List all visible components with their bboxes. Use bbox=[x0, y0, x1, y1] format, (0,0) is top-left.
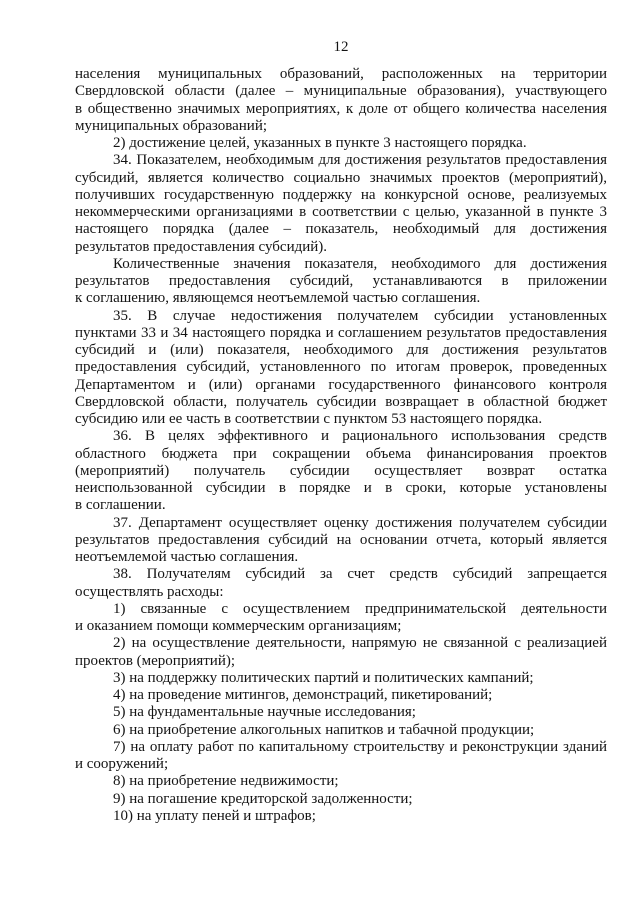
paragraph-subitem-2-goals bbox=[75, 135, 607, 152]
text-line: Свердловской области, получатель субсидии возвращает в областной бюджет bbox=[75, 393, 607, 410]
list-item-4 bbox=[75, 687, 607, 704]
text-line: результатов предоставления субсидий на основании отчета, который является bbox=[75, 531, 607, 548]
text-line: 9) на погашение кредиторской задолженности; bbox=[113, 790, 413, 807]
text-line: 1) связанные с осуществлением предпринимательской деятельности bbox=[113, 600, 607, 617]
text-line: неиспользованной субсидии в порядке и в сроки, которые установлены bbox=[75, 480, 607, 496]
paragraph-quantitative-values bbox=[75, 256, 607, 308]
text-line: 36. В целях эффективного и рационального использования средств bbox=[113, 428, 607, 445]
list-item-3 bbox=[75, 670, 607, 687]
document-body bbox=[75, 66, 607, 825]
text-line: Количественные значения показателя, необходимого для достижения bbox=[113, 255, 607, 272]
text-line: 8) на приобретение недвижимости; bbox=[113, 773, 339, 790]
text-line: 6) на приобретение алкогольных напитков и табачной продукции; bbox=[113, 721, 535, 738]
text-line: неотъемлемой частью соглашения. bbox=[75, 549, 299, 565]
text-line: к соглашению, являющемся неотъемлемой частью соглашения. bbox=[75, 290, 481, 307]
list-item-7 bbox=[75, 739, 607, 774]
paragraph-38 bbox=[75, 566, 607, 601]
text-line: Свердловской области (далее – муниципальные образования), участвующего bbox=[75, 83, 607, 100]
text-line: в соглашении. bbox=[75, 497, 166, 514]
list-item-10 bbox=[75, 808, 607, 825]
text-line: в общественно значимых мероприятиях, к доле от общего количества населения bbox=[75, 100, 607, 117]
paragraph-34 bbox=[75, 152, 607, 256]
text-line: муниципальных образований; bbox=[75, 117, 268, 134]
text-line: 34. Показателем, необходимым для достижения результатов предоставления bbox=[113, 152, 607, 169]
text-line: результатов предоставления субсидий). bbox=[75, 238, 328, 255]
paragraph-35 bbox=[75, 308, 607, 429]
text-line: 5) на фундаментальные научные исследования; bbox=[113, 704, 416, 721]
text-line: проектов (мероприятий); bbox=[75, 652, 236, 669]
text-line: пунктами 33 и 34 настоящего порядка и соглашением результатов предоставления bbox=[75, 324, 607, 341]
list-item-6 bbox=[75, 722, 607, 739]
page-number: 12 bbox=[333, 39, 349, 55]
list-item-5 bbox=[75, 704, 607, 721]
text-line: субсидий, является количество социально значимых проектов (мероприятий), bbox=[75, 169, 607, 186]
text-line: настоящего порядка (далее – показатель, необходимый для достижения bbox=[75, 221, 607, 238]
text-line: 2) на осуществление деятельности, напрямую не связанной с реализацией bbox=[113, 635, 607, 652]
text-line: и сооружений; bbox=[75, 756, 169, 772]
text-line: 7) на оплату работ по капитальному строительству и реконструкции зданий bbox=[113, 738, 607, 755]
list-item-2 bbox=[75, 635, 607, 670]
text-line: и оказанием помощи коммерческим организациям; bbox=[75, 618, 402, 634]
text-line: 3) на поддержку политических партий и политических кампаний; bbox=[113, 669, 534, 686]
paragraph-36 bbox=[75, 428, 607, 514]
text-line: Департаментом и (или) органами государственного финансового контроля bbox=[75, 376, 607, 393]
text-line: получивших государственную поддержку на конкурсной основе, реализуемых bbox=[75, 186, 607, 203]
list-item-9 bbox=[75, 791, 607, 808]
text-line: осуществлять расходы: bbox=[75, 583, 224, 600]
text-line: субсидий и (или) показателя, необходимого для достижения результатов bbox=[75, 342, 607, 358]
text-line: субсидию или ее часть в соответствии с пунктом 53 настоящего порядка. bbox=[75, 411, 543, 427]
text-line: областного бюджета при сокращении объема финансирования проектов bbox=[75, 445, 607, 462]
text-line: 2) достижение целей, указанных в пункте 3 настоящего порядка. bbox=[113, 135, 527, 151]
paragraph-37 bbox=[75, 515, 607, 567]
text-line: (мероприятий) получатель субсидии осуществляет возврат остатка bbox=[75, 462, 607, 479]
text-line: предоставления субсидий, установленного по итогам проверок, проведенных bbox=[75, 359, 607, 376]
list-item-1 bbox=[75, 601, 607, 636]
paragraph-continuation bbox=[75, 66, 607, 135]
text-line: 4) на проведение митингов, демонстраций, пикетирований; bbox=[113, 687, 493, 703]
text-line: результатов предоставления субсидий, устанавливаются в приложении bbox=[75, 273, 607, 289]
list-item-8 bbox=[75, 773, 607, 790]
text-line: некоммерческими организациями в соответствии с целью, указанной в пункте 3 bbox=[75, 204, 607, 220]
text-line: 10) на уплату пеней и штрафов; bbox=[113, 807, 316, 824]
text-line: 38. Получателям субсидий за счет средств субсидий запрещается bbox=[113, 566, 607, 583]
text-line: 37. Департамент осуществляет оценку достижения получателем субсидии bbox=[113, 514, 607, 531]
text-line: 35. В случае недостижения получателем субсидии установленных bbox=[113, 307, 607, 324]
text-line: населения муниципальных образований, расположенных на территории bbox=[75, 66, 607, 82]
